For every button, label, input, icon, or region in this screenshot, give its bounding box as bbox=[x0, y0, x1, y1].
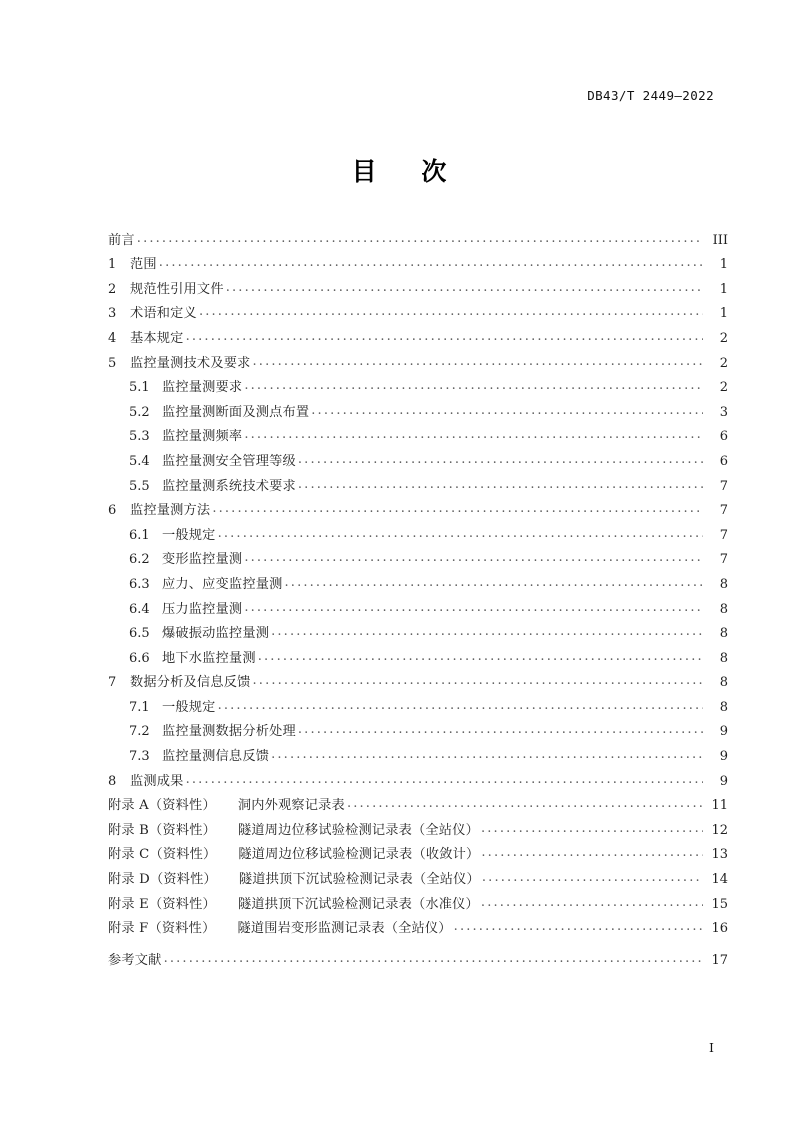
toc-entry-page-number: 3 bbox=[719, 404, 728, 420]
toc-entry[interactable] bbox=[108, 372, 728, 397]
toc-entry-number: 6.4 bbox=[129, 601, 150, 617]
toc-entry-number: 7 bbox=[108, 675, 117, 691]
toc-dot-leader bbox=[186, 333, 703, 344]
toc-entry-page-number: 7 bbox=[719, 527, 728, 543]
toc-entry[interactable] bbox=[108, 421, 728, 446]
toc-entry-label: 监控量测方法 bbox=[130, 503, 211, 519]
toc-entry-label: 参考文献 bbox=[108, 952, 162, 968]
toc-entry-number: 5.2 bbox=[129, 404, 150, 420]
toc-entry-page-number: 8 bbox=[719, 699, 728, 715]
toc-entry-number: 2 bbox=[108, 281, 117, 297]
toc-dot-leader bbox=[454, 923, 703, 934]
toc-entry-number: 6.3 bbox=[129, 576, 150, 592]
toc-entry-label: 监测成果 bbox=[130, 773, 184, 789]
toc-entry[interactable] bbox=[108, 839, 728, 864]
toc-entry-label: 变形监控量测 bbox=[162, 552, 243, 568]
standard-number-header: DB43/T 2449—2022 bbox=[587, 88, 714, 103]
toc-entry-label: 地下水监控量测 bbox=[162, 650, 256, 666]
toc-entry[interactable] bbox=[108, 765, 728, 790]
toc-entry-label: 监控量测信息反馈 bbox=[162, 749, 270, 765]
toc-entry[interactable] bbox=[108, 322, 728, 347]
toc-entry[interactable] bbox=[108, 888, 728, 913]
toc-entry-page-number: 2 bbox=[719, 330, 728, 346]
toc-dot-leader bbox=[271, 751, 703, 762]
toc-entry[interactable] bbox=[108, 396, 728, 421]
toc-entry-number: 5.3 bbox=[129, 429, 150, 445]
toc-entry[interactable] bbox=[108, 470, 728, 495]
toc-entry[interactable] bbox=[108, 568, 728, 593]
toc-entry-title: 隧道围岩变形监测记录表（全站仪） bbox=[237, 921, 452, 937]
toc-entry-label: 附录 C（资料性） bbox=[108, 847, 217, 863]
toc-dot-leader bbox=[199, 308, 703, 319]
toc-dot-leader bbox=[212, 505, 703, 516]
toc-entry[interactable] bbox=[108, 544, 728, 569]
toc-entry-number: 6.6 bbox=[129, 650, 150, 666]
toc-entry-number: 1 bbox=[108, 257, 117, 273]
table-of-contents bbox=[108, 224, 728, 969]
toc-entry-page-number: 14 bbox=[711, 872, 728, 888]
toc-entry-label: 监控量测数据分析处理 bbox=[162, 724, 296, 740]
toc-entry-page-number: 9 bbox=[719, 773, 728, 789]
toc-entry-label: 监控量测安全管理等级 bbox=[162, 453, 296, 469]
toc-entry-label: 监控量测系统技术要求 bbox=[162, 478, 296, 494]
toc-entry-number: 5.1 bbox=[129, 380, 150, 396]
toc-entry-label: 基本规定 bbox=[130, 330, 184, 346]
toc-entry[interactable] bbox=[108, 691, 728, 716]
toc-dot-leader bbox=[244, 382, 703, 393]
toc-dot-leader bbox=[271, 628, 703, 639]
toc-entry-page-number: 2 bbox=[719, 355, 728, 371]
toc-dot-leader bbox=[258, 653, 703, 664]
toc-entry[interactable] bbox=[108, 593, 728, 618]
toc-entry-number: 6 bbox=[108, 503, 117, 519]
toc-entry[interactable] bbox=[108, 716, 728, 741]
toc-entry-label: 监控量测频率 bbox=[162, 429, 243, 445]
toc-dot-leader bbox=[481, 849, 703, 860]
toc-entry-page-number: 11 bbox=[711, 798, 728, 814]
toc-entry-label: 附录 D（资料性） bbox=[108, 872, 217, 888]
toc-entry[interactable] bbox=[108, 913, 728, 938]
toc-entry[interactable] bbox=[108, 790, 728, 815]
toc-entry-label: 前言 bbox=[108, 232, 135, 248]
toc-entry-page-number: 8 bbox=[719, 576, 728, 592]
toc-entry-page-number: 8 bbox=[719, 626, 728, 642]
toc-entry-label: 爆破振动监控量测 bbox=[162, 626, 270, 642]
toc-entry-page-number: 1 bbox=[719, 257, 728, 273]
toc-entry-number: 5.4 bbox=[129, 453, 150, 469]
toc-dot-leader bbox=[244, 431, 703, 442]
toc-entry-page-number: 8 bbox=[719, 650, 728, 666]
toc-entry[interactable] bbox=[108, 863, 728, 888]
toc-entry-number: 5.5 bbox=[129, 478, 150, 494]
toc-entry-page-number: 16 bbox=[711, 921, 728, 937]
toc-entry-page-number: 12 bbox=[711, 822, 728, 838]
toc-entry-number: 7.1 bbox=[129, 699, 150, 715]
toc-entry-page-number: 17 bbox=[711, 952, 728, 968]
toc-entry-label: 附录 E（资料性） bbox=[108, 896, 216, 912]
toc-entry-title: 隧道周边位移试验检测记录表（全站仪） bbox=[238, 822, 479, 838]
toc-entry-label: 一般规定 bbox=[162, 527, 216, 543]
toc-entry[interactable] bbox=[108, 273, 728, 298]
toc-entry[interactable] bbox=[108, 249, 728, 274]
toc-entry-page-number: 7 bbox=[719, 478, 728, 494]
toc-entry-label: 一般规定 bbox=[162, 699, 216, 715]
toc-entry-page-number: 9 bbox=[719, 749, 728, 765]
toc-entry-page-number: 8 bbox=[719, 601, 728, 617]
toc-entry-label: 附录 F（资料性） bbox=[108, 921, 216, 937]
toc-entry[interactable] bbox=[108, 740, 728, 765]
toc-dot-leader bbox=[253, 677, 704, 688]
toc-entry-label: 术语和定义 bbox=[130, 306, 197, 322]
toc-entry-label: 监控量测要求 bbox=[162, 380, 243, 396]
toc-entry-page-number: 1 bbox=[719, 306, 728, 322]
toc-entry-label: 数据分析及信息反馈 bbox=[130, 675, 251, 691]
toc-entry-number: 8 bbox=[108, 773, 117, 789]
page-title: 目 次 bbox=[351, 157, 449, 186]
toc-dot-leader bbox=[244, 554, 703, 565]
toc-entry-page-number: 6 bbox=[719, 429, 728, 445]
toc-entry-page-number: 13 bbox=[711, 847, 728, 863]
toc-entry-title: 隧道周边位移试验检测记录表（收敛计） bbox=[238, 847, 480, 863]
toc-entry-page-number: III bbox=[712, 232, 728, 248]
toc-entry[interactable] bbox=[108, 495, 728, 520]
toc-entry[interactable] bbox=[108, 347, 728, 372]
toc-entry-number: 7.2 bbox=[129, 724, 150, 740]
toc-entry-page-number: 8 bbox=[719, 675, 728, 691]
page-number-footer: I bbox=[709, 1040, 714, 1055]
toc-dot-leader bbox=[347, 800, 703, 811]
toc-entry[interactable] bbox=[108, 814, 728, 839]
toc-entry-number: 6.1 bbox=[129, 527, 150, 543]
toc-entry-page-number: 7 bbox=[719, 503, 728, 519]
toc-entry-title: 洞内外观察记录表 bbox=[237, 798, 345, 814]
toc-dot-leader bbox=[218, 530, 703, 541]
toc-dot-leader bbox=[244, 604, 703, 615]
toc-entry-page-number: 9 bbox=[719, 724, 728, 740]
toc-dot-leader bbox=[164, 955, 703, 966]
toc-dot-leader bbox=[218, 702, 703, 713]
toc-entry[interactable] bbox=[108, 224, 728, 249]
toc-dot-leader bbox=[226, 284, 703, 295]
toc-entry[interactable] bbox=[108, 667, 728, 692]
toc-dot-leader bbox=[298, 726, 703, 737]
toc-dot-leader bbox=[311, 407, 703, 418]
toc-entry[interactable] bbox=[108, 944, 728, 969]
toc-entry-number: 4 bbox=[108, 330, 117, 346]
toc-entry[interactable] bbox=[108, 445, 728, 470]
toc-entry-label: 规范性引用文件 bbox=[130, 281, 224, 297]
toc-entry[interactable] bbox=[108, 618, 728, 643]
toc-entry-label: 压力监控量测 bbox=[162, 601, 243, 617]
toc-dot-leader bbox=[481, 899, 703, 910]
toc-entry-number: 7.3 bbox=[129, 749, 150, 765]
toc-entry-page-number: 15 bbox=[711, 896, 728, 912]
toc-entry[interactable] bbox=[108, 519, 728, 544]
toc-entry-number: 6.2 bbox=[129, 552, 150, 568]
toc-dot-leader bbox=[298, 481, 703, 492]
toc-entry-title: 隧道拱顶下沉试验检测记录表（全站仪） bbox=[238, 872, 480, 888]
toc-dot-leader bbox=[253, 358, 704, 369]
toc-entry-number: 6.5 bbox=[129, 626, 150, 642]
toc-entry-page-number: 7 bbox=[719, 552, 728, 568]
toc-entry-label: 附录 B（资料性） bbox=[108, 822, 216, 838]
toc-entry-page-number: 6 bbox=[719, 453, 728, 469]
toc-entry-label: 监控量测断面及测点布置 bbox=[162, 404, 310, 420]
toc-dot-leader bbox=[186, 776, 703, 787]
toc-entry-label: 监控量测技术及要求 bbox=[130, 355, 251, 371]
toc-dot-leader bbox=[482, 874, 703, 885]
toc-dot-leader bbox=[298, 456, 703, 467]
toc-entry[interactable] bbox=[108, 298, 728, 323]
toc-entry-label: 范围 bbox=[130, 257, 157, 273]
toc-dot-leader bbox=[159, 259, 703, 270]
toc-entry-title: 隧道拱顶下沉试验检测记录表（水准仪） bbox=[237, 896, 479, 912]
toc-entry-page-number: 1 bbox=[719, 281, 728, 297]
toc-entry[interactable] bbox=[108, 642, 728, 667]
toc-dot-leader bbox=[481, 825, 703, 836]
toc-entry-number: 3 bbox=[108, 306, 117, 322]
toc-dot-leader bbox=[137, 235, 703, 246]
toc-entry-label: 附录 A（资料性） bbox=[108, 798, 216, 814]
toc-entry-label: 应力、应变监控量测 bbox=[162, 576, 283, 592]
toc-entry-number: 5 bbox=[108, 355, 117, 371]
toc-entry-page-number: 2 bbox=[719, 380, 728, 396]
toc-dot-leader bbox=[285, 579, 704, 590]
